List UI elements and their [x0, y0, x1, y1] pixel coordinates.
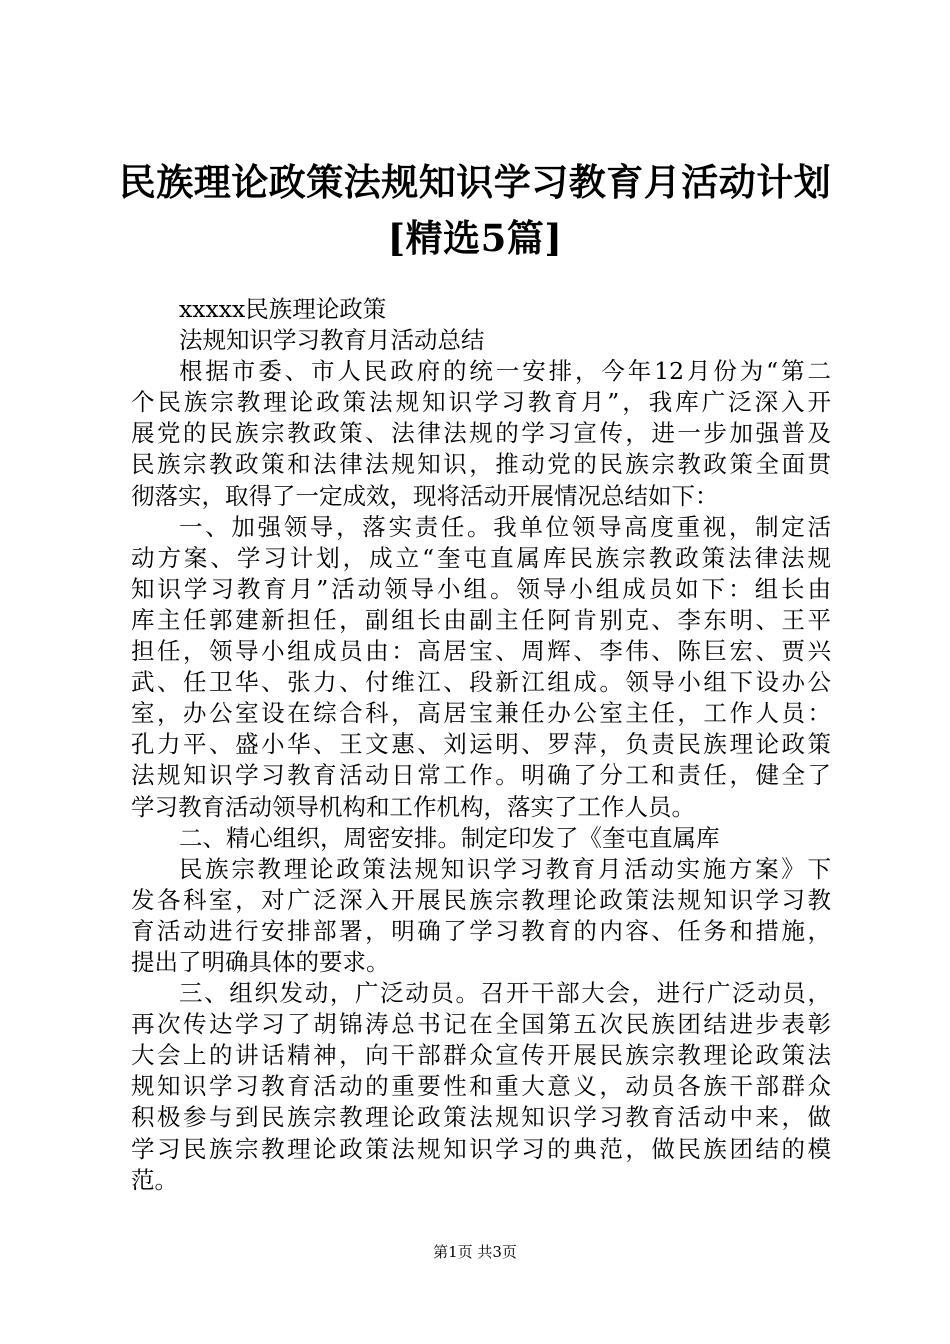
- text-line: 孔力平、盛小华、王文惠、刘运明、罗萍，负责民族理论政策: [131, 730, 831, 759]
- text-line: 民族宗教理论政策法规知识学习教育月活动实施方案》下: [179, 854, 831, 883]
- text-line: 大会上的讲话精神，向干部群众宣传开展民族宗教理论政策法: [131, 1041, 831, 1070]
- document-body: [131, 294, 831, 1196]
- text-line: 库主任郭建新担任，副组长由副主任阿肯别克、李东明、王平: [131, 605, 831, 634]
- text-line: 法规知识学习教育月活动总结: [179, 326, 485, 355]
- document-title: 民族理论政策法规知识学习教育月活动计划: [118, 160, 832, 204]
- text-line: 室，办公室设在综合科，高居宝兼任办公室主任，工作人员：: [131, 699, 831, 728]
- text-line: 二、精心组织，周密安排。制定印发了《奎屯直属库: [179, 823, 720, 852]
- text-line: 发各科室，对广泛深入开展民族宗教理论政策法规知识学习教: [131, 885, 831, 914]
- text-line: 范。: [131, 1165, 178, 1194]
- text-line: 学习教育活动领导机构和工作机构，落实了工作人员。: [131, 792, 695, 821]
- text-line: 积极参与到民族宗教理论政策法规知识学习教育活动中来，做: [131, 1103, 831, 1132]
- text-line: 根据市委、市人民政府的统一安排，今年12月份为“第二: [179, 357, 831, 386]
- text-line: 民族宗教政策和法律法规知识，推动党的民族宗教政策全面贯: [131, 450, 831, 479]
- text-line: xxxxx民族理论政策: [179, 295, 387, 323]
- text-line: 一、加强领导，落实责任。我单位领导高度重视，制定活: [179, 512, 831, 541]
- text-line: 再次传达学习了胡锦涛总书记在全国第五次民族团结进步表彰: [131, 1010, 831, 1039]
- text-line: 规知识学习教育活动的重要性和重大意义，动员各族干部群众: [131, 1072, 831, 1101]
- text-line: 育活动进行安排部署，明确了学习教育的内容、任务和措施，: [131, 916, 831, 945]
- text-line: 担任，领导小组成员由：高居宝、周辉、李伟、陈巨宏、贾兴: [131, 637, 831, 666]
- text-line: 法规知识学习教育活动日常工作。明确了分工和责任，健全了: [131, 761, 831, 790]
- page-number-footer: 第1页 共3页: [433, 1243, 517, 1261]
- text-line: 武、任卫华、张力、付维江、段新江组成。领导小组下设办公: [131, 668, 831, 697]
- text-line: 三、组织发动，广泛动员。召开干部大会，进行广泛动员，: [179, 979, 831, 1008]
- text-line: 展党的民族宗教政策、法律法规的学习宣传，进一步加强普及: [131, 419, 831, 448]
- document-subtitle: [精选5篇]: [387, 216, 563, 260]
- text-line: 个民族宗教理论政策法规知识学习教育月”，我库广泛深入开: [131, 388, 831, 417]
- text-line: 彻落实，取得了一定成效，现将活动开展情况总结如下：: [131, 481, 719, 510]
- text-line: 提出了明确具体的要求。: [131, 947, 390, 976]
- text-line: 动方案、学习计划，成立“奎屯直属库民族宗教政策法律法规: [131, 543, 831, 572]
- text-line: 学习民族宗教理论政策法规知识学习的典范，做民族团结的模: [131, 1134, 831, 1163]
- text-line: 知识学习教育月”活动领导小组。领导小组成员如下：组长由: [131, 574, 831, 603]
